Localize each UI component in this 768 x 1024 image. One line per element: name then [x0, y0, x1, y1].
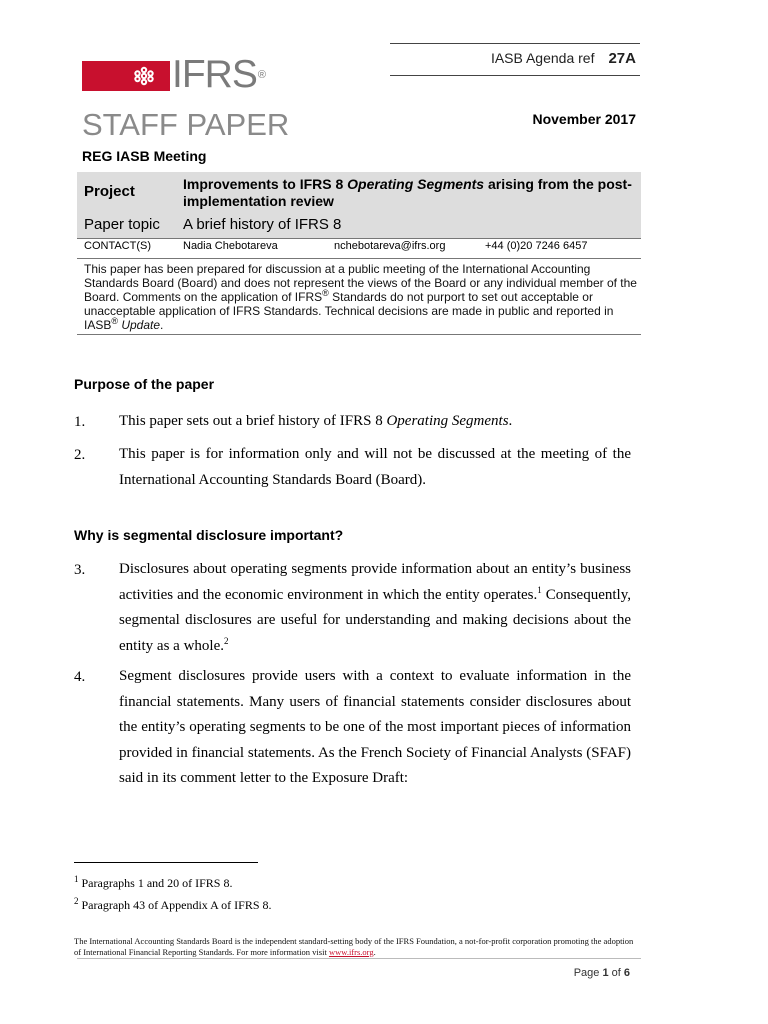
para-3-text: Disclosures about operating segments provide information about an entity’s business activities and the economic environment in which the entity operates.$^1$ Consequently, segmental disclosures are useful for understanding and making decisions about the entity as a whole.$^2$ — [119, 561, 631, 654]
para-4-number: 4. — [74, 669, 86, 685]
agenda-number: 27A — [608, 50, 636, 67]
disclaimer-bottom-rule — [77, 334, 641, 335]
paper-date: November 2017 — [532, 111, 636, 127]
page-number: Page 1 of 6 — [573, 967, 630, 979]
contact-name: Nadia Chebotareva — [183, 240, 278, 252]
paper-topic-value: A brief history of IFRS 8 — [183, 216, 342, 233]
agenda-ref — [390, 50, 636, 74]
project-label: Project — [84, 183, 135, 200]
footnote-2: $^2$ Paragraph 43 of Appendix A of IFRS 8. — [74, 896, 272, 912]
contact-email[interactable]: nchebotareva@ifrs.org — [334, 240, 446, 252]
staff-paper-title: STAFF PAPER — [82, 107, 290, 142]
contact-label: CONTACT(S) — [84, 240, 152, 252]
para-3-number: 3. — [74, 562, 86, 578]
disclaimer: This paper has been prepared for discussion at a public meeting of the International Accounting Standards Board (Board) and does not represent the views of the Board or any individual member of the Board. Comments on the application of IFRS® Standards do not purport to set out acceptable or unacceptable application of IFRS Standards. Technical decisions are made in public and reported in IASB® Update. — [84, 262, 637, 332]
footnote-1: $^1$ Paragraphs 1 and 20 of IFRS 8. — [74, 874, 233, 890]
contact-bottom-rule — [77, 258, 641, 259]
ifrs-logo-text: IFRS® — [172, 53, 266, 96]
para-4-text: Segment disclosures provide users with a context to evaluate information in the financial statements. Many users of financial statements consider disclosures about the entity’s operating segments to be one of the most important pieces of information provided in financial statements. As the French Society of Financial Analysts (SFAF) said in its comment letter to the Exposure Draft: — [119, 668, 631, 786]
agenda-bottom-rule — [390, 75, 640, 76]
purpose-heading: Purpose of the paper — [74, 376, 215, 392]
why-heading: Why is segmental disclosure important? — [74, 527, 344, 543]
meeting-name: REG IASB Meeting — [82, 148, 207, 164]
ifrs-flower-icon — [82, 61, 170, 91]
ifrs-logo-bar — [82, 61, 170, 91]
paper-topic-label: Paper topic — [84, 216, 160, 233]
agenda-label: IASB Agenda ref — [490, 50, 595, 66]
footnote-rule — [74, 862, 258, 863]
page-rule — [77, 958, 641, 959]
para-2-text: This paper is for information only and will not be discussed at the meeting of the International Accounting Standards Board (Board). — [119, 446, 631, 488]
contact-top-rule — [77, 238, 641, 239]
footnote-ref-1[interactable]: 1 — [537, 584, 542, 595]
project-value: Improvements to IFRS 8 Operating Segments arising from the post-implementation review — [183, 176, 632, 209]
para-1-text: This paper sets out a brief history of IFRS 8 Operating Segments. — [119, 413, 513, 429]
agenda-top-rule — [390, 43, 640, 44]
footer-note: The International Accounting Standards Board is the independent standard-setting body of the IFRS Foundation, a not-for-profit corporation promoting the adoption of International Financial Reporting Standards. For more information visit www.ifrs.org. — [74, 936, 634, 957]
ifrs-website-link[interactable]: www.ifrs.org — [328, 947, 374, 957]
para-1-number: 1. — [74, 414, 86, 430]
contact-phone: +44 (0)20 7246 6457 — [485, 240, 588, 252]
para-2-number: 2. — [74, 447, 86, 463]
footnote-ref-2[interactable]: 2 — [223, 635, 229, 646]
